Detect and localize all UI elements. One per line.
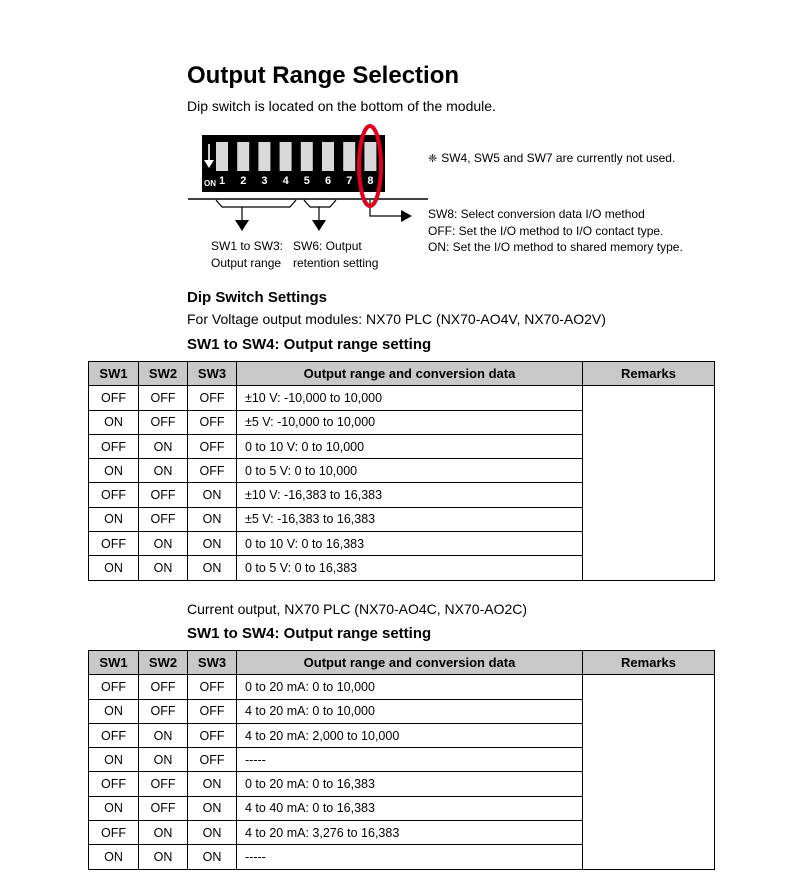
column-header: SW1 [89, 651, 139, 675]
range-cell: 4 to 20 mA: 0 to 10,000 [237, 699, 583, 723]
range-cell: 4 to 40 mA: 0 to 16,383 [237, 796, 583, 820]
asterisk-icon: ❈ [428, 153, 438, 165]
switch-state-cell: OFF [188, 699, 237, 723]
dip-lever [343, 142, 355, 171]
settings-heading: Dip Switch Settings [187, 289, 328, 306]
switch-state-cell: OFF [89, 434, 139, 458]
switch-state-cell: ON [139, 723, 188, 747]
switch-state-cell: ON [89, 796, 139, 820]
range-cell: 0 to 20 mA: 0 to 10,000 [237, 675, 583, 699]
switch-state-cell: ON [89, 507, 139, 531]
current-table-heading: SW1 to SW4: Output range setting [187, 625, 432, 642]
switch-state-cell: OFF [188, 410, 237, 434]
dip-lever [216, 142, 228, 171]
switch-state-cell: OFF [188, 459, 237, 483]
switch-state-cell: OFF [89, 386, 139, 410]
switch-state-cell: ON [89, 699, 139, 723]
voltage-subtitle: For Voltage output modules: NX70 PLC (NX70-AO4V, NX70-AO2V) [187, 311, 606, 327]
switch-state-cell: OFF [188, 723, 237, 747]
column-header: SW3 [188, 362, 237, 386]
switch-state-cell: OFF [89, 723, 139, 747]
dip-switch-number: 7 [346, 175, 353, 187]
switch-state-cell: OFF [139, 410, 188, 434]
dip-switch-number: 3 [261, 175, 268, 187]
dip-lever [237, 142, 249, 171]
range-cell: ±5 V: -10,000 to 10,000 [237, 410, 583, 434]
range-cell: 4 to 20 mA: 2,000 to 10,000 [237, 723, 583, 747]
switch-state-cell: ON [188, 772, 237, 796]
range-cell: 0 to 10 V: 0 to 16,383 [237, 532, 583, 556]
switch-state-cell: ON [139, 748, 188, 772]
range-cell: ±5 V: -16,383 to 16,383 [237, 507, 583, 531]
dip-lever [258, 142, 270, 171]
range-cell: 0 to 5 V: 0 to 10,000 [237, 459, 583, 483]
column-header: Remarks [583, 362, 715, 386]
switch-state-cell: ON [139, 821, 188, 845]
page-title: Output Range Selection [187, 62, 460, 89]
sw6-label: SW6: Output retention setting [293, 239, 379, 270]
sw8-notes [428, 206, 683, 256]
column-header: SW1 [89, 362, 139, 386]
sw1-sw3-bracket [216, 200, 296, 231]
switch-state-cell: OFF [139, 483, 188, 507]
voltage-table-heading: SW1 to SW4: Output range setting [187, 336, 432, 353]
sw8-note-line: SW8: Select conversion data I/O method [428, 207, 645, 221]
remarks-cell [583, 386, 715, 580]
unused-switches-note: ❈ SW4, SW5 and SW7 are currently not used. [428, 151, 676, 165]
switch-state-cell: OFF [188, 386, 237, 410]
switch-state-cell: ON [139, 532, 188, 556]
switch-state-cell: ON [188, 845, 237, 869]
switch-state-cell: ON [188, 507, 237, 531]
switch-state-cell: OFF [89, 821, 139, 845]
switch-state-cell: ON [139, 459, 188, 483]
switch-state-cell: ON [139, 556, 188, 580]
switch-state-cell: OFF [139, 699, 188, 723]
range-cell: 4 to 20 mA: 3,276 to 16,383 [237, 821, 583, 845]
voltage-range-table [88, 361, 715, 581]
range-cell: ----- [237, 845, 583, 869]
dip-switch-number: 8 [367, 175, 374, 187]
switch-state-cell: ON [89, 459, 139, 483]
column-header: Output range and conversion data [237, 362, 583, 386]
dip-lever [322, 142, 334, 171]
switch-state-cell: ON [139, 434, 188, 458]
switch-state-cell: ON [139, 845, 188, 869]
dip-lever [364, 142, 376, 171]
switch-state-cell: OFF [188, 748, 237, 772]
range-cell: 0 to 5 V: 0 to 16,383 [237, 556, 583, 580]
switch-state-cell: OFF [89, 532, 139, 556]
remarks-cell [583, 675, 715, 869]
dip-switch-number: 1 [219, 175, 226, 187]
range-cell: ----- [237, 748, 583, 772]
dip-lever [301, 142, 313, 171]
switch-state-cell: OFF [89, 483, 139, 507]
table-row [89, 386, 715, 410]
switch-state-cell: ON [89, 845, 139, 869]
sw8-note-line: OFF: Set the I/O method to I/O contact type. [428, 223, 664, 238]
range-cell: 0 to 10 V: 0 to 10,000 [237, 434, 583, 458]
switch-state-cell: ON [89, 410, 139, 434]
switch-state-cell: ON [89, 748, 139, 772]
switch-state-cell: ON [89, 556, 139, 580]
current-subtitle: Current output, NX70 PLC (NX70-AO4C, NX70-AO2C) [187, 601, 528, 617]
column-header: SW2 [139, 651, 188, 675]
switch-state-cell: OFF [139, 507, 188, 531]
on-label: ON [204, 179, 216, 188]
switch-state-cell: ON [188, 556, 237, 580]
range-cell: ±10 V: -10,000 to 10,000 [237, 386, 583, 410]
switch-state-cell: OFF [139, 796, 188, 820]
sw1-sw3-label: SW1 to SW3: Output range [211, 239, 284, 270]
current-range-table [88, 650, 715, 870]
column-header: SW3 [188, 651, 237, 675]
dip-switch-number: 4 [282, 175, 289, 187]
switch-state-cell: OFF [89, 675, 139, 699]
range-cell: ±10 V: -16,383 to 16,383 [237, 483, 583, 507]
switch-state-cell: ON [188, 532, 237, 556]
column-header: SW2 [139, 362, 188, 386]
intro-text: Dip switch is located on the bottom of the module. [187, 98, 496, 114]
switch-state-cell: OFF [188, 675, 237, 699]
dip-switch-number: 2 [240, 175, 247, 187]
dip-lever [280, 142, 292, 171]
range-cell: 0 to 20 mA: 0 to 16,383 [237, 772, 583, 796]
switch-state-cell: OFF [139, 386, 188, 410]
switch-state-cell: OFF [188, 434, 237, 458]
dip-switch-number: 6 [325, 175, 332, 187]
column-header: Output range and conversion data [237, 651, 583, 675]
table-row [89, 675, 715, 699]
switch-state-cell: ON [188, 821, 237, 845]
switch-state-cell: OFF [139, 772, 188, 796]
column-header: Remarks [583, 651, 715, 675]
switch-state-cell: ON [188, 796, 237, 820]
sw8-note-line: ON: Set the I/O method to shared memory type. [428, 240, 683, 254]
switch-state-cell: OFF [89, 772, 139, 796]
sw6-bracket [304, 200, 336, 231]
switch-state-cell: ON [188, 483, 237, 507]
switch-state-cell: OFF [139, 675, 188, 699]
dip-switch-number: 5 [303, 175, 310, 187]
